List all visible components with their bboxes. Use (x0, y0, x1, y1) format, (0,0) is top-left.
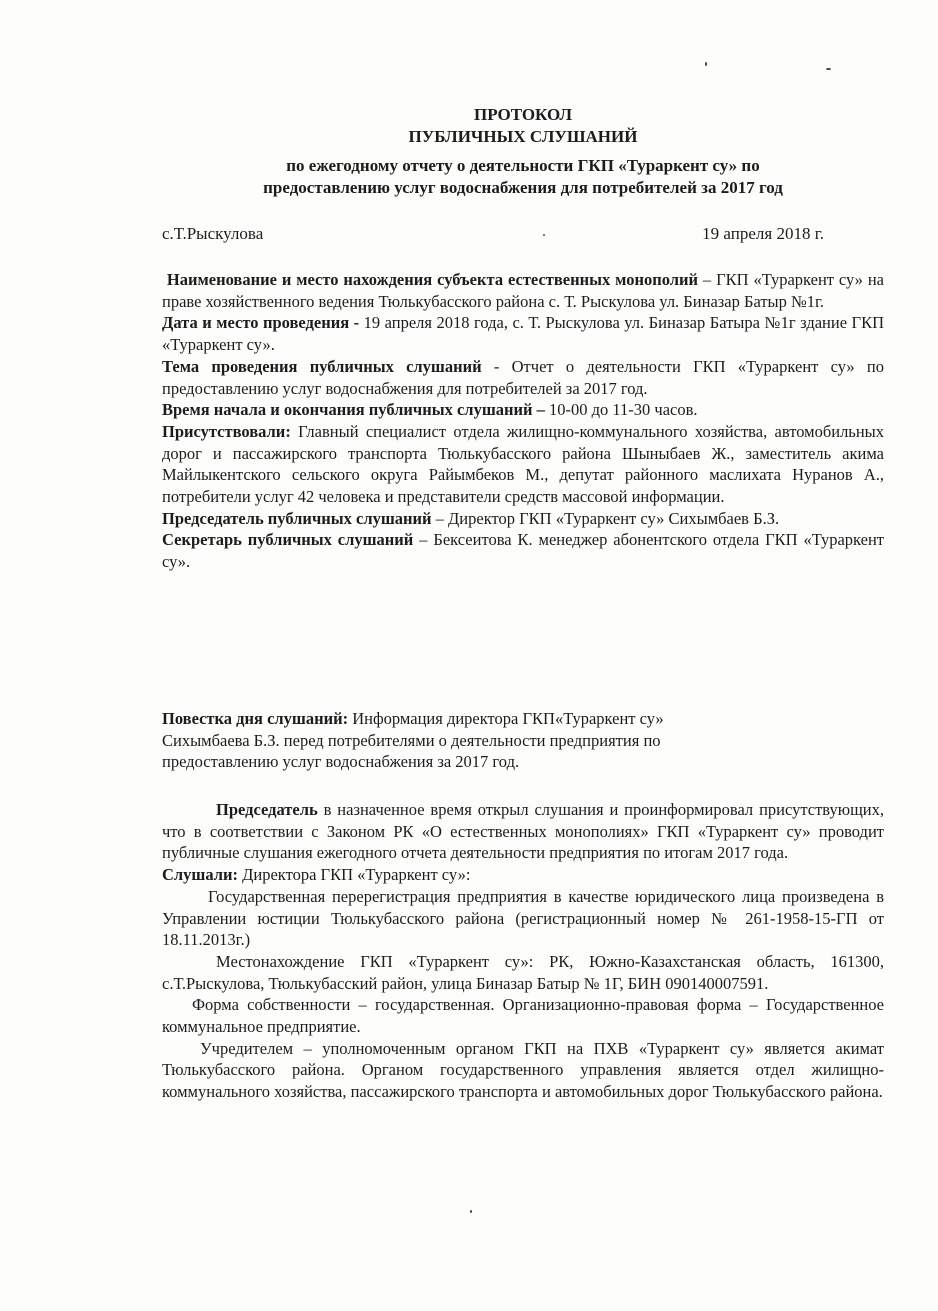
time-text: 10-00 до 11-30 часов. (544, 400, 698, 420)
topic-paragraph (162, 356, 884, 399)
scan-speck (470, 1210, 472, 1213)
agenda-line-1 (162, 708, 884, 730)
chair-text: – Директор ГКП «Тураркент су» Сихымбаев Б.З. (431, 508, 780, 528)
scan-speck (543, 234, 545, 236)
secretary-label: Секретарь публичных слушаний (162, 530, 414, 550)
header-details (162, 269, 884, 573)
agenda-block (162, 708, 884, 773)
present-text: Главный специалист отдела жилищно-коммунального хозяйства, автомобильных дорог и пассажирского транспорта Тюлькубасского района Шыныбаев Ж., заместитель акима Майлыкентского сельского округа Райымбеков М., депутат районного маслихата Нуранов А., потребители услуг 42 человека и представители средств массовой информации. (162, 421, 884, 507)
title-line-2: ПУБЛИЧНЫХ СЛУШАНИЙ (408, 126, 638, 146)
ownership-paragraph: Форма собственности – государственная. Организационно-правовая форма – Государственное коммунальное предприятие. (162, 995, 884, 1037)
entity-paragraph (162, 269, 884, 312)
chair-paragraph (162, 508, 884, 530)
location-paragraph: Местонахождение ГКП «Тураркент су»: РК, Южно-Казахстанская область, 161300, с.Т.Рыскулова, Тюлькубасский район, улица Биназар Батыр № 1Г, БИН 090140007591. (162, 951, 884, 993)
scan-speck (705, 62, 707, 66)
date-place-paragraph (162, 312, 884, 355)
topic-label: Тема проведения публичных слушаний (162, 356, 482, 376)
entity-label: Наименование и место нахождения субъекта естественных монополий (166, 270, 699, 289)
topic-text: - Отчет о деятельности ГКП «Тураркент су» по предоставлению услуг водоснабжения для потребителей за 2017 год. (162, 356, 884, 398)
opening-paragraph (162, 799, 884, 864)
place: с.Т.Рыскулова (162, 224, 264, 243)
secretary-text: – Бексеитова К. менеджер абонентского отдела ГКП «Тураркент су». (162, 530, 884, 572)
title-line-3: по ежегодному отчету о деятельности ГКП «Тураркент су» по (286, 156, 760, 175)
agenda-label: Повестка дня слушаний: (162, 709, 349, 728)
document-title (162, 104, 884, 198)
secretary-paragraph (162, 529, 884, 572)
time-paragraph (162, 399, 884, 421)
title-line-4: предоставлению услуг водоснабжения для потребителей за 2017 год (263, 177, 783, 197)
agenda-line-2: Сихымбаева Б.З. перед потребителями о деятельности предприятия по (162, 730, 661, 750)
agenda-line-3: предоставлению услуг водоснабжения за 2017 год. (162, 752, 520, 772)
chair-label: Председатель публичных слушаний (162, 508, 432, 528)
agenda-text-1: Информация директора ГКП«Тураркент су» (348, 709, 664, 728)
founder-paragraph: Учредителем – уполномоченным органом ГКП на ПХВ «Тураркент су» является акимат Тюлькубасского района. Органом государственного управления является отдел жилищно-коммунального хозяйства, пассажирского транспорта и автомобильных дорог Тюлькубасского района. (162, 1038, 884, 1102)
date: 19 апреля 2018 г. (702, 224, 824, 243)
scan-speck (826, 68, 831, 70)
heard-text: Директора ГКП «Тураркент су»: (238, 865, 471, 885)
opening-label: Председатель (216, 800, 318, 819)
date-place-label: Дата и место проведения - (162, 313, 360, 333)
heard-paragraph (162, 864, 884, 886)
registration-paragraph: Государственная перерегистрация предприятия в качестве юридического лица произведена в Управлении юстиции Тюлькубасского района (регистрационный номер № 261-1958-15-ГП от 18.11.2013г.) (162, 886, 884, 950)
present-paragraph (162, 421, 884, 508)
heard-label: Слушали: (162, 865, 239, 885)
present-label: Присутствовали: (162, 421, 291, 441)
date-place-text: 19 апреля 2018 года, с. Т. Рыскулова ул. Биназар Батыра №1г здание ГКП «Тураркент су». (162, 313, 885, 355)
title-line-1: ПРОТОКОЛ (473, 105, 572, 124)
opening-text: в назначенное время открыл слушания и проинформировал присутствующих, что в соответствии с Законом РК «О естественных монополиях» ГКП «Тураркент су» проводит публичные слушания ежегодного отчета деятельности предприятия по итогам 2017 года. (162, 800, 884, 863)
time-label: Время начала и окончания публичных слушаний – (162, 400, 545, 420)
entity-text: – ГКП «Тураркент су» на праве хозяйственного ведения Тюлькубасского района с. Т. Рыскулова ул. Биназар Батыр №1г. (162, 270, 884, 311)
report-body (162, 799, 884, 1103)
